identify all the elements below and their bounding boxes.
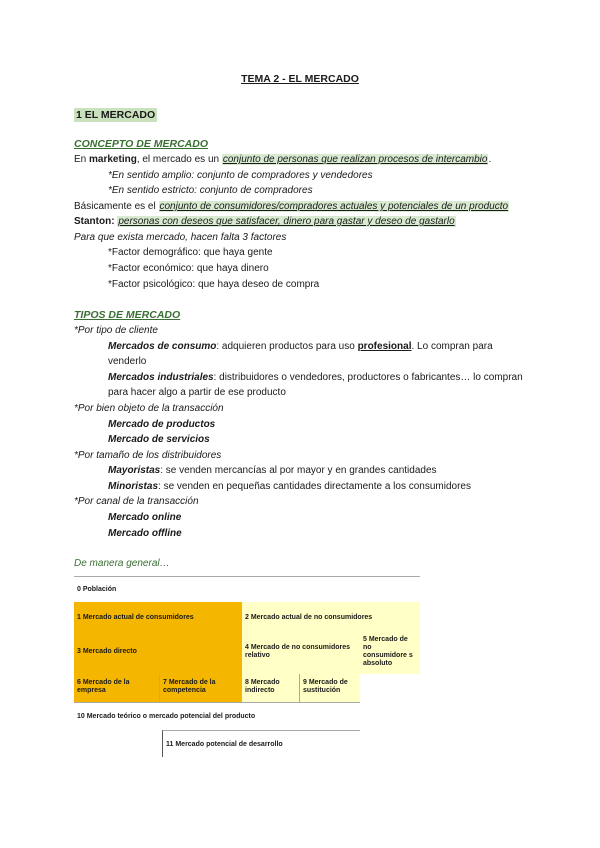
cell-mercado-actual-no-consumidores: 2 Mercado actual de no consumidores	[242, 602, 420, 634]
label: Stanton:	[74, 216, 115, 227]
tipo-cliente: *Por tipo de cliente	[74, 325, 158, 336]
cell-mercado-potencial-desarrollo: 11 Mercado potencial de desarrollo	[162, 730, 360, 757]
label: Mercados industriales	[108, 372, 214, 383]
factor-psicologico: *Factor psicológico: que haya deseo de compra	[108, 279, 320, 290]
text: En	[74, 154, 90, 165]
section-heading-el-mercado: 1 EL MERCADO	[76, 109, 156, 121]
factor-economico: *Factor económico: que haya dinero	[108, 263, 269, 274]
cell-mercado-competencia: 7 Mercado de la competencia	[160, 674, 242, 702]
mercado-productos: Mercado de productos	[108, 419, 216, 430]
text: : conjunto de compradores y vendedores	[191, 170, 373, 181]
cell-mercado-empresa: 6 Mercado de la empresa	[74, 674, 160, 702]
tipo-canal: *Por canal de la transacción	[74, 496, 199, 507]
text: : se venden en pequeñas cantidades directamente a los consumidores	[158, 481, 471, 492]
label: Minoristas	[108, 481, 159, 492]
text-bold: marketing	[89, 154, 137, 165]
text: Básicamente es el	[74, 201, 159, 212]
mercado-servicios: Mercado de servicios	[108, 434, 210, 445]
highlight: personas con deseos que satisfacer, dinero para gastar y deseo de gastarlo	[118, 216, 455, 227]
general-caption: De manera general…	[74, 558, 170, 569]
label: *En sentido amplio	[108, 170, 192, 181]
cell-mercado-actual-consumidores: 1 Mercado actual de consumidores	[74, 602, 242, 634]
cell-poblacion: 0 Población	[74, 576, 420, 602]
cell-no-consumidores-relativo: 4 Mercado de no consumidores relativo	[242, 634, 360, 674]
tipo-tamano: *Por tamaño de los distribuidores	[74, 450, 222, 461]
factor-demografico: *Factor demográfico: que haya gente	[108, 247, 273, 258]
tipos-heading: TIPOS DE MERCADO	[74, 309, 181, 321]
highlight: conjunto de consumidores/compradores actuales y potenciales de un producto	[159, 201, 509, 212]
concepto-definition	[74, 153, 491, 167]
text: : conjunto de compradores	[194, 185, 313, 196]
label: Mercados de consumo	[108, 341, 217, 352]
cell-no-consumidores-absoluto: 5 Mercado de no consumidore s absoluto	[360, 634, 420, 674]
cell-mercado-sustitucion: 9 Mercado de sustitución	[300, 674, 360, 702]
mercados-consumo-cont: venderlo	[108, 356, 147, 367]
mercados-consumo	[108, 340, 493, 354]
factores-intro: Para que exista mercado, hacen falta 3 factores	[74, 232, 287, 243]
mayoristas	[108, 464, 437, 478]
mercados-industriales-cont: para hacer algo a partir de ese producto	[108, 387, 286, 398]
text: : se venden mercancías al por mayor y en grandes cantidades	[160, 465, 437, 476]
cell-mercado-teorico: 10 Mercado teórico o mercado potencial del producto	[74, 702, 360, 730]
sentido-estricto	[108, 184, 313, 198]
minoristas	[108, 480, 471, 494]
text-underline: profesional	[357, 341, 412, 352]
text: : adquieren productos para uso	[216, 341, 358, 352]
sentido-amplio	[108, 169, 373, 183]
tipo-objeto: *Por bien objeto de la transacción	[74, 403, 224, 414]
mercados-industriales	[108, 371, 523, 385]
concepto-heading: CONCEPTO DE MERCADO	[74, 138, 208, 150]
text: .	[488, 154, 492, 165]
text: , el mercado es un	[136, 154, 222, 165]
label: *En sentido estricto	[108, 185, 195, 196]
label: Mayoristas	[108, 465, 161, 476]
mercado-offline: Mercado offline	[108, 528, 182, 539]
highlight: conjunto de personas que realizan procesos de intercambio	[222, 154, 488, 165]
stanton-line	[74, 215, 456, 229]
cell-mercado-directo: 3 Mercado directo	[74, 634, 242, 674]
text: . Lo compran para	[411, 341, 493, 352]
page-title: TEMA 2 - EL MERCADO	[241, 73, 359, 85]
cell-mercado-indirecto: 8 Mercado indirecto	[242, 674, 300, 702]
text: : distribuidores o vendedores, productores o fabricantes… lo compran	[213, 372, 523, 383]
mercado-online: Mercado online	[108, 512, 182, 523]
basicamente-line	[74, 200, 509, 214]
